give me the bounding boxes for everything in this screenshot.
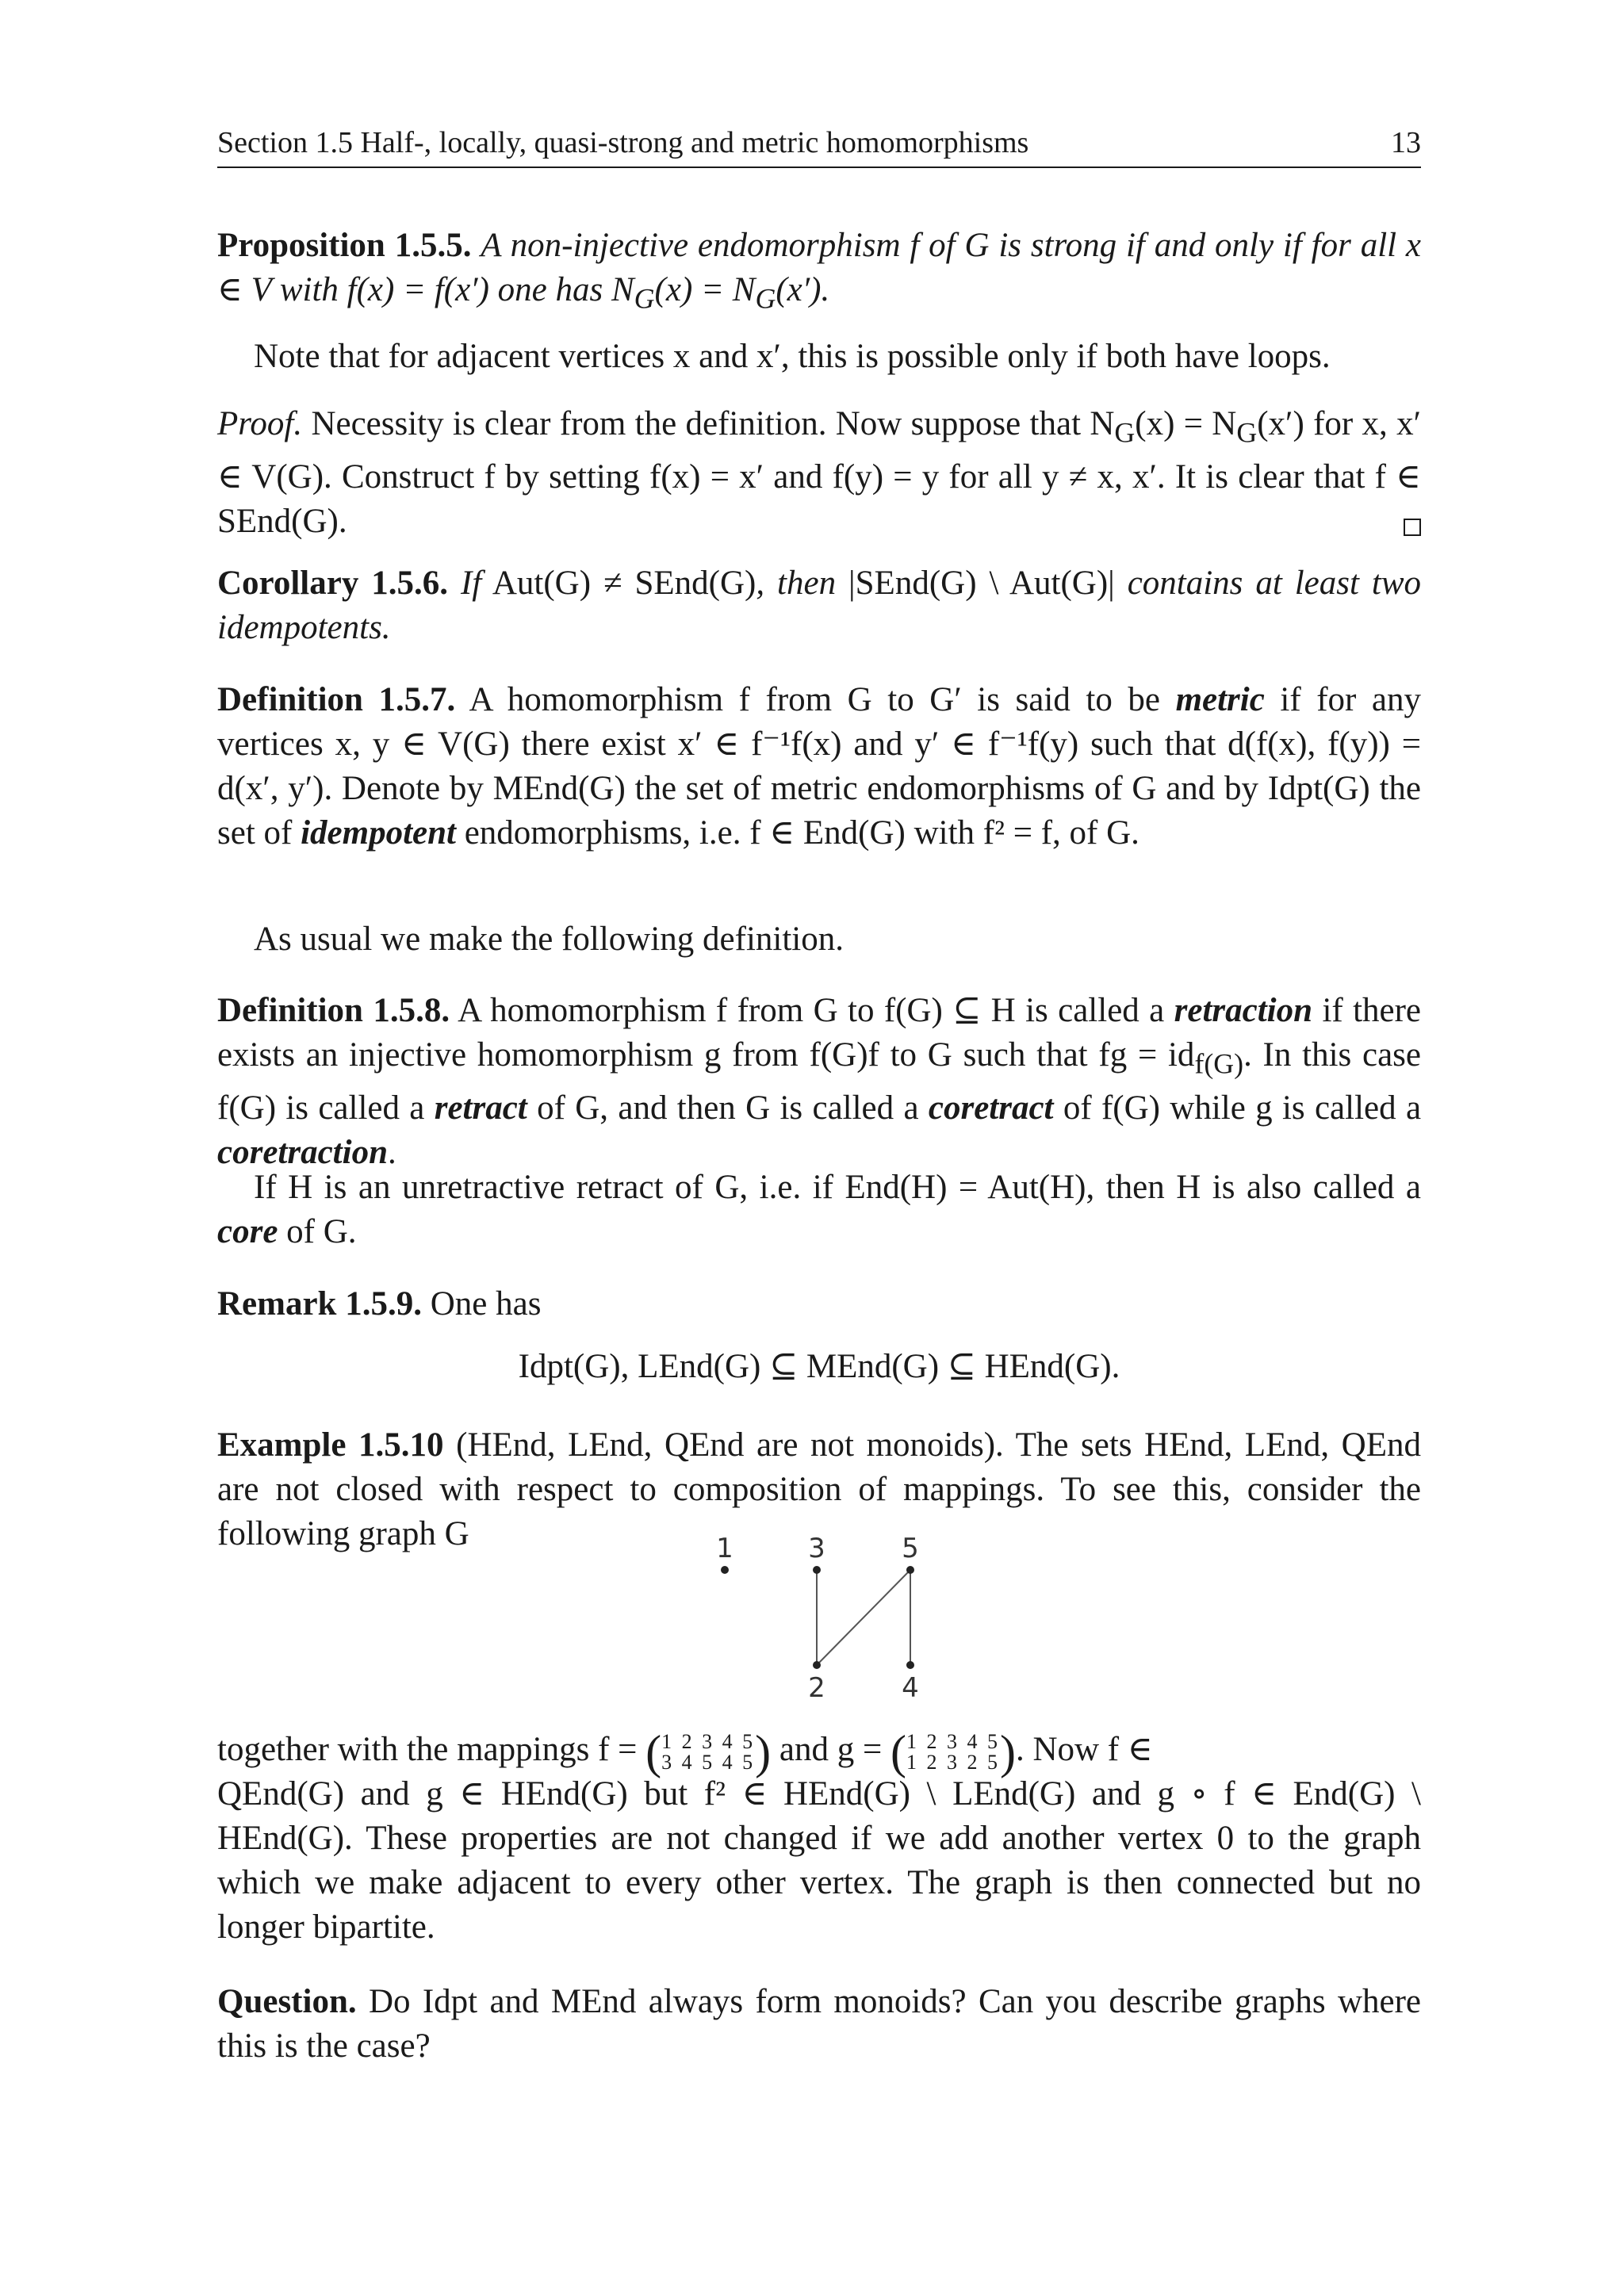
example-continuation: QEnd(G) and g ∈ HEnd(G) but f² ∈ HEnd(G) \ LEnd(G) and g ∘ f ∈ End(G) \ HEnd(G). These properties are not changed if we add another vertex 0 to the graph which we make adjacent to every other vertex. The graph is then connected but no longer bipartite. <box>217 1775 1421 1946</box>
proposition-text-2: all x ∈ V with f(x) = f(x′) one has N <box>217 227 1422 308</box>
running-header <box>217 121 1421 168</box>
vertex-label-2: 2 <box>808 1672 825 1704</box>
term-idempotent: idempotent <box>301 814 456 852</box>
remark-1-5-9: Remark 1.5.9. One has <box>217 1285 542 1323</box>
qed-square-icon <box>1404 519 1421 536</box>
vertex-label-5: 5 <box>902 1533 919 1564</box>
definition-label: Definition 1.5.7. <box>217 681 456 718</box>
term-core: core <box>217 1213 278 1250</box>
example-label: Example 1.5.10 <box>217 1426 444 1464</box>
section-title: Section 1.5 Half-, locally, quasi-strong and metric homomorphisms <box>217 126 1029 159</box>
term-coretraction: coretraction <box>217 1133 388 1171</box>
graph-diagram <box>698 1530 936 1721</box>
term-metric: metric <box>1175 681 1265 718</box>
definition-label: Definition 1.5.8. <box>217 992 450 1029</box>
corollary-label: Corollary 1.5.6. <box>217 565 449 602</box>
corollary-1-5-6: Corollary 1.5.6. If Aut(G) ≠ SEnd(G), then |SEnd(G) \ Aut(G)| contains at least two idempotents. <box>217 565 1422 646</box>
mappings-line: together with the mappings f = ( 1 2 3 4 5 3 4 5 4 5 ) and g = ( 1 2 3 4 5 1 2 3 2 5 ). Now f ∈ <box>217 1726 1153 1779</box>
question-label: Question. <box>217 1983 357 2020</box>
term-retraction: retraction <box>1174 992 1313 1029</box>
vertex-label-3: 3 <box>808 1533 825 1564</box>
proposition-text-1: A non-injective endomorphism f of G is strong if and only if for <box>481 227 1351 264</box>
remark-formula: Idpt(G), LEnd(G) ⊆ MEnd(G) ⊆ HEnd(G). <box>518 1348 1120 1385</box>
example-1-5-10: Example 1.5.10 (HEnd, LEnd, QEnd are not monoids). The sets HEnd, LEnd, QEnd are not closed with respect to composition of mappings. To see this, consider the following graph G <box>217 1426 1422 1552</box>
core-paragraph: If H is an unretractive retract of G, i.e. if End(H) = Aut(H), then H is also called a core of G. <box>217 1169 1421 1250</box>
as-usual-paragraph: As usual we make the following definition. <box>254 921 844 958</box>
proof-label: Proof. <box>217 405 303 442</box>
note-paragraph: Note that for adjacent vertices x and x′, this is possible only if both have loops. <box>254 338 1331 375</box>
vertex-5 <box>906 1566 914 1574</box>
vertex-4 <box>906 1661 914 1669</box>
proof-paragraph: Proof. Necessity is clear from the definition. Now suppose that $N_G(x) = N_G(x')$ for x, x′ ∈ V(G). Construct f by setting f(x) = x′ and f(y) = y for all y ≠ x, x′. It is clear that f ∈ SEnd(G). <box>217 405 1422 540</box>
definition-1-5-8: Definition 1.5.8. A homomorphism f from G to f(G) ⊆ H is called a retraction if there exists an injective homomorphism g from f(G)f to G such that fg = $id_{f(G)}$. In this case f(G) is called a retract of G, and then G is called a coretract of f(G) while g is called a coretraction. <box>217 992 1422 1171</box>
remark-label: Remark 1.5.9. <box>217 1285 422 1323</box>
definition-1-5-7: Definition 1.5.7. A homomorphism f from G to G′ is said to be metric if for any vertices x, y ∈ V(G) there exist x′ ∈ f⁻¹f(x) and y′ ∈ f⁻¹f(y) such that d(f(x), f(y)) = d(x′, y′). Denote by MEnd(G) the set of metric endomorphisms of G and by Idpt(G) the set of idempotent endomorphisms, i.e. f ∈ End(G) with f² = f, of G. <box>217 681 1422 852</box>
question-paragraph: Question. Do Idpt and MEnd always form monoids? Can you describe graphs where this is the case? <box>217 1983 1422 2065</box>
proposition-1-5-5: Proposition 1.5.5. A non-injective endomorphism f of G is strong if and only if for all x ∈ V with f(x) = f(x′) one has $N_G(x) = N_G(x')$. <box>217 227 1422 315</box>
permutation-f: 1 2 3 4 5 3 4 5 4 5 <box>661 1730 756 1774</box>
vertex-label-4: 4 <box>902 1672 919 1704</box>
term-retract: retract <box>434 1089 527 1127</box>
vertex-1 <box>721 1566 729 1574</box>
vertex-3 <box>813 1566 821 1574</box>
edge-2-5 <box>817 1570 910 1665</box>
term-coretract: coretract <box>928 1089 1054 1127</box>
proposition-label: Proposition 1.5.5. <box>217 227 472 264</box>
page-number: 13 <box>1391 126 1421 159</box>
vertex-label-1: 1 <box>716 1533 733 1564</box>
vertex-2 <box>813 1661 821 1669</box>
permutation-g: 1 2 3 4 5 1 2 3 2 5 <box>906 1730 1000 1774</box>
